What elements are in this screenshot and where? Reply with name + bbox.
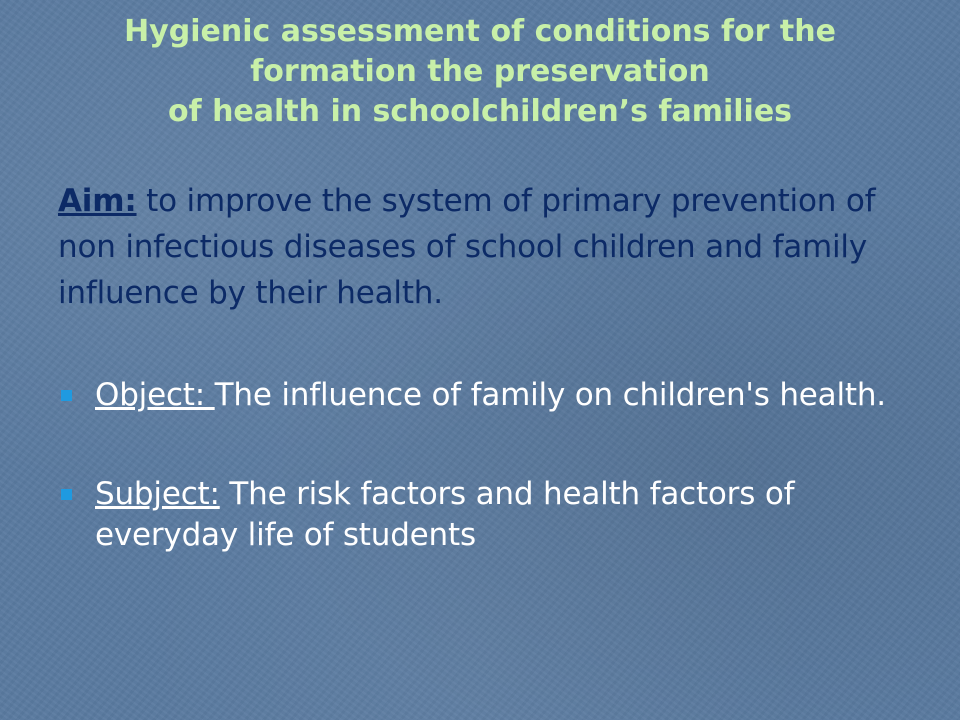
- title-line-2: formation the preservation: [250, 54, 710, 89]
- bullet-object: [58, 375, 908, 416]
- bullet-list: [58, 375, 908, 556]
- aim-label: Aim:: [58, 183, 137, 219]
- title-line-1: Hygienic assessment of conditions for the: [124, 14, 836, 49]
- subject-label: Subject:: [95, 476, 220, 512]
- aim-paragraph: [58, 178, 908, 316]
- object-text: The influence of family on children's health.: [214, 377, 886, 413]
- square-bullet-icon: [61, 489, 72, 500]
- object-label: Object:: [95, 377, 215, 413]
- bullet-subject: [58, 474, 908, 556]
- aim-text: to improve the system of primary prevention of non infectious diseases of school children and family influence by their health.: [58, 183, 876, 311]
- slide-title: [40, 12, 920, 132]
- subject-text: The risk factors and health factors of everyday life of students: [95, 476, 795, 553]
- title-line-3: of health in schoolchildren’s families: [167, 94, 793, 129]
- square-bullet-icon: [61, 390, 72, 401]
